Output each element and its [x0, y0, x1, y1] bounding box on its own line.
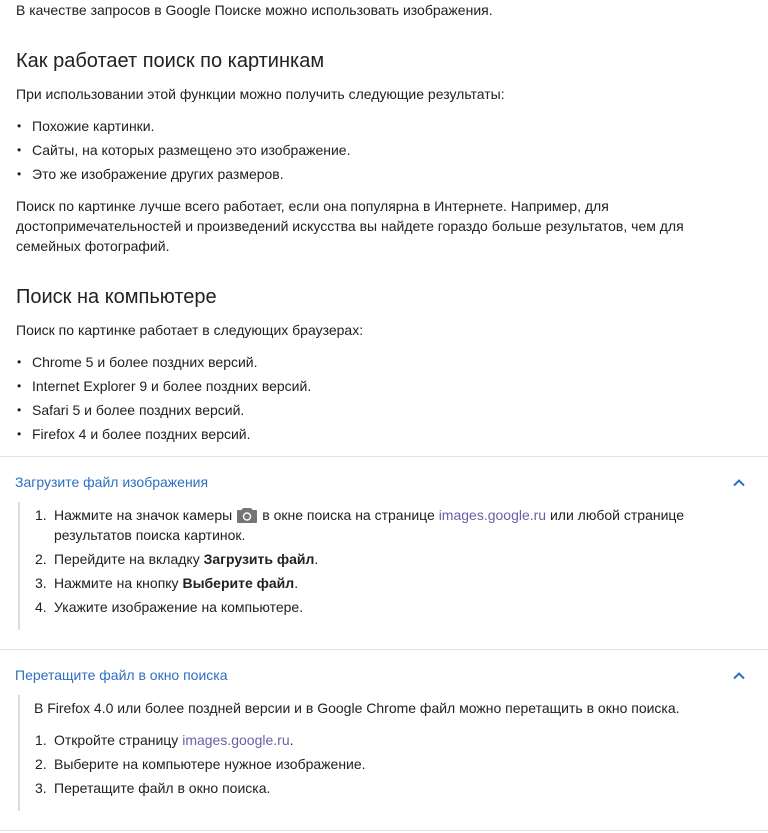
section-lead: При использовании этой функции можно получить следующие результаты: [16, 86, 505, 102]
zippy-content-bar [18, 695, 20, 811]
step-item: 4. Укажите изображение на компьютере. [35, 599, 304, 615]
browsers-list [16, 352, 311, 448]
divider [0, 456, 768, 457]
note-line: семейных фотографий. [16, 238, 170, 254]
step-item: 3. Нажмите на кнопку Выберите файл. [35, 575, 299, 591]
list-item: • Safari 5 и более поздних версий. [16, 400, 311, 424]
drag-lead: В Firefox 4.0 или более поздней версии и в Google Chrome файл можно перетащить в окно поиска. [34, 700, 680, 716]
zippy-content-bar [18, 502, 20, 630]
section-lead: Поиск по картинке работает в следующих браузерах: [16, 322, 364, 338]
divider [0, 830, 768, 831]
step-item: 2. Выберите на компьютере нужное изображение. [35, 756, 366, 772]
note-line: Поиск по картинке лучше всего работает, если она популярна в Интернете. Например, для [16, 198, 609, 214]
drag-zippy-toggle[interactable]: Перетащите файл в окно поиска [15, 667, 228, 683]
list-item: • Chrome 5 и более поздних версий. [16, 352, 311, 376]
list-item: • Это же изображение других размеров. [16, 164, 350, 188]
step-item: 1. Откройте страницу images.google.ru. [35, 732, 294, 748]
intro-text: В качестве запросов в Google Поиске можно использовать изображения. [16, 2, 493, 18]
upload-zippy-toggle[interactable]: Загрузите файл изображения [15, 474, 209, 490]
results-list [16, 116, 350, 188]
list-item: • Похожие картинки. [16, 116, 350, 140]
list-item: • Сайты, на которых размещено это изображение. [16, 140, 350, 164]
section-title-desktop: Поиск на компьютере [16, 286, 217, 308]
camera-icon [236, 506, 258, 524]
upload-steps [35, 505, 735, 621]
note-line: достопримечательностей и произведений искусства вы найдете гораздо больше результатов, чем для [16, 218, 684, 234]
step-item: 3. Перетащите файл в окно поиска. [35, 780, 271, 796]
list-item: • Internet Explorer 9 и более поздних версий. [16, 376, 311, 400]
drag-steps [35, 730, 735, 802]
list-item: • Firefox 4 и более поздних версий. [16, 424, 311, 448]
chevron-up-icon[interactable] [731, 475, 747, 491]
images-google-link[interactable]: images.google.ru [182, 732, 290, 748]
images-google-link[interactable]: images.google.ru [438, 507, 547, 523]
step-item: 1. Нажмите на значок камеры в окне поиска на странице images.google.ru или любой странице результатов поиска картинок. [35, 507, 685, 543]
chevron-up-icon[interactable] [731, 668, 747, 684]
section-title-how-it-works: Как работает поиск по картинкам [16, 50, 325, 72]
step-item: 2. Перейдите на вкладку Загрузить файл. [35, 551, 319, 567]
divider [0, 649, 768, 650]
